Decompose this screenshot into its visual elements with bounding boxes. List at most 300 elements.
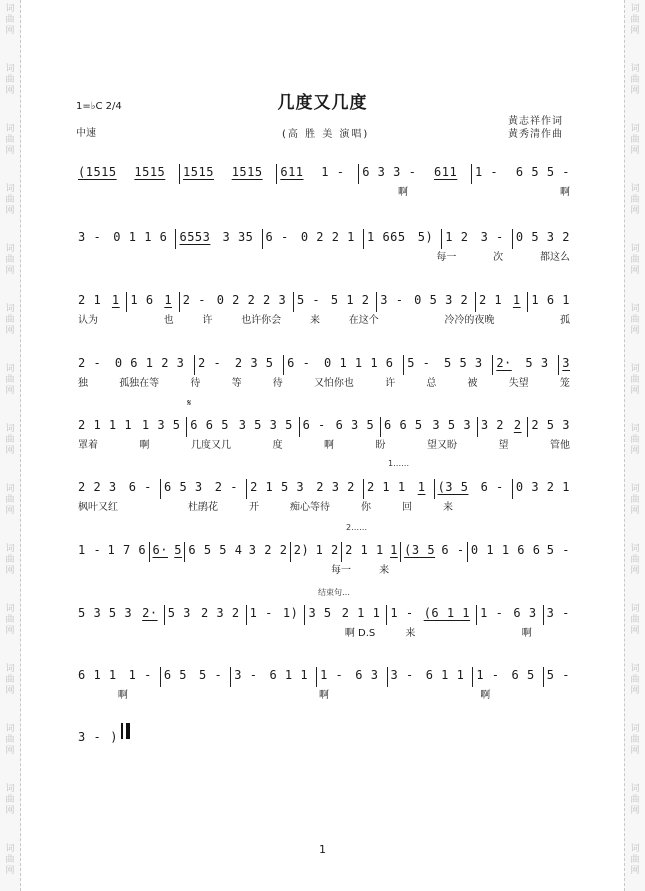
- lyric-syllables: 啊: [139, 440, 150, 451]
- barline: [400, 542, 401, 562]
- watermark-glyph: 网: [630, 206, 640, 216]
- barline: [386, 605, 387, 625]
- lyric-syllables: 开: [249, 502, 259, 513]
- lyric-syllables: [149, 498, 157, 513]
- note-group: 2 3 2: [316, 480, 355, 494]
- lyric-syllables: [562, 561, 570, 576]
- final-barline-thick: [126, 723, 130, 739]
- note-group: 1 -: [78, 543, 102, 557]
- notes-row: [78, 480, 570, 494]
- barline: [512, 229, 513, 249]
- lyrics-row: [78, 311, 570, 326]
- watermark-glyph: 曲: [5, 495, 15, 505]
- tempo-marking: 中速: [76, 128, 96, 139]
- lyric-syllables: 失望: [508, 378, 529, 389]
- barline: [467, 542, 468, 562]
- lyric-syllables: 每一: [330, 565, 351, 576]
- lyric-syllables: 又怕你也: [313, 378, 354, 389]
- lyric-syllables: 每一: [436, 252, 457, 263]
- watermark-glyph: 网: [5, 146, 15, 156]
- barline: [290, 542, 291, 562]
- lyric-syllables: 啊: [324, 440, 334, 451]
- watermark-glyph: 词: [630, 424, 640, 434]
- final-barline-thin: [121, 723, 123, 739]
- watermark-glyph: 网: [630, 26, 640, 36]
- watermark-glyph: 网: [5, 26, 15, 36]
- note-group: 6 3 5: [335, 418, 375, 432]
- barline: [476, 605, 477, 625]
- barline: [471, 164, 472, 184]
- note-group: 6 1 1: [269, 668, 309, 682]
- barline: [299, 417, 300, 437]
- note-group: ): [110, 730, 118, 744]
- watermark-glyphs: [4, 124, 16, 157]
- note-group: 3 -: [480, 230, 504, 244]
- note-group: 5 -: [546, 668, 570, 682]
- barline: [175, 229, 176, 249]
- lyric-syllables: [345, 183, 353, 198]
- watermark-glyph: 曲: [630, 735, 640, 745]
- note-group: 6 5 5 4: [188, 543, 243, 557]
- lyric-syllables: [269, 624, 277, 639]
- barline: [304, 605, 305, 625]
- watermark-glyphs: [629, 124, 641, 157]
- watermark-glyphs: [629, 544, 641, 577]
- note-group: 5 -: [296, 293, 321, 307]
- note-group: 5 5 3: [444, 356, 483, 370]
- watermark-glyphs: [4, 184, 16, 217]
- lyric-syllables: 望: [498, 440, 509, 451]
- note-group: 3 -: [380, 293, 404, 307]
- watermark-glyphs: [629, 4, 641, 37]
- watermark-glyph: 曲: [630, 495, 640, 505]
- barline: [527, 417, 528, 437]
- watermark-glyphs: [4, 604, 16, 637]
- note-group: 5 3: [525, 356, 549, 370]
- barline: [160, 479, 161, 499]
- lyrics-row: [78, 624, 570, 639]
- note-group: 1 3 5: [141, 418, 181, 432]
- note-group: 2 1 5 3: [250, 480, 305, 494]
- lyric-syllables: 杜鹃花: [188, 502, 218, 513]
- lyric-syllables: 几度又几: [191, 440, 231, 451]
- watermark-glyph: 词: [630, 364, 640, 374]
- note-group: 1515: [231, 165, 263, 179]
- lyric-syllables: [123, 248, 131, 263]
- lyric-syllables: [154, 624, 162, 639]
- staff-line-10: [78, 722, 118, 774]
- watermark-glyphs: [629, 184, 641, 217]
- watermark-glyphs: [4, 484, 16, 517]
- lyric-syllables: 被: [467, 378, 478, 389]
- note-group: 3 -: [390, 668, 414, 682]
- watermark-glyph: 词: [5, 304, 15, 314]
- lyrics-row: [78, 561, 570, 576]
- watermark-glyph: 词: [630, 784, 640, 794]
- lyric-syllables: [347, 248, 355, 263]
- watermark-glyph: 曲: [5, 855, 15, 865]
- barline: [316, 667, 317, 687]
- note-group: 1 -: [390, 606, 414, 620]
- staff-line-9: [78, 660, 570, 712]
- lyric-syllables: [401, 686, 409, 701]
- watermark-glyph: 词: [630, 244, 640, 254]
- note-group: 1 665: [367, 230, 406, 244]
- lyric-syllables: [562, 498, 570, 513]
- lyric-syllables: 冷冷的夜晚: [444, 315, 495, 326]
- barline: [558, 355, 559, 375]
- lyric-syllables: [78, 183, 86, 198]
- watermark-glyph: 网: [5, 866, 15, 876]
- note-group: 6 5: [511, 668, 535, 682]
- note-group: 5 3: [167, 606, 191, 620]
- watermark-glyph: 词: [5, 544, 15, 554]
- lyric-syllables: 管他: [550, 440, 570, 451]
- watermark-glyphs: [4, 724, 16, 757]
- note-group: 6 3: [513, 606, 537, 620]
- note-group: 6 -: [302, 418, 326, 432]
- watermark-glyph: 网: [5, 506, 15, 516]
- note-group: 0 3 2 1: [515, 480, 570, 494]
- note-group: 6 6 5: [384, 418, 423, 432]
- note-group: 1 -: [320, 668, 344, 682]
- lyric-syllables: 啊: [117, 690, 128, 701]
- lyric-syllables: 来: [405, 628, 416, 639]
- lyric-syllables: 许: [385, 378, 396, 389]
- note-group: 1): [282, 606, 299, 620]
- note-group: 2 2 3: [78, 480, 117, 494]
- note-group: 1 -: [321, 165, 345, 179]
- note-group: 6 5 5 -: [515, 165, 570, 179]
- lyric-syllables: 盼: [375, 440, 386, 451]
- note-group: 3: [562, 356, 570, 370]
- barline: [475, 292, 476, 312]
- watermark-glyph: 词: [630, 124, 640, 134]
- barline: [376, 292, 377, 312]
- note-group: 1 -: [474, 165, 499, 179]
- watermark-glyph: 词: [5, 244, 15, 254]
- note-group: 6553: [179, 230, 211, 244]
- note-group: 6 -: [128, 480, 152, 494]
- watermark-glyph: 曲: [5, 255, 15, 265]
- notes-row: [78, 730, 118, 744]
- watermark-glyph: 词: [630, 4, 640, 14]
- lyric-syllables: 次: [493, 252, 504, 263]
- note-group: 6 -: [265, 230, 289, 244]
- lyric-syllables: 孤独在等: [119, 378, 160, 389]
- lyric-syllables: 啊 D.S: [344, 628, 376, 639]
- lyric-syllables: [127, 311, 135, 326]
- lyric-syllables: 待: [190, 378, 201, 389]
- note-group: 6 1 1: [78, 668, 117, 682]
- barline: [363, 479, 364, 499]
- lyric-syllables: 望又盼: [427, 440, 457, 451]
- note-group: 2 -: [78, 356, 102, 370]
- watermark-glyph: 网: [630, 446, 640, 456]
- note-group: 6 -: [441, 543, 465, 557]
- note-group: 3 -: [234, 668, 258, 682]
- watermark-glyphs: [629, 724, 641, 757]
- note-group: 5: [174, 543, 183, 557]
- lyric-syllables: 许: [202, 315, 213, 326]
- barline: [230, 667, 231, 687]
- lyrics-row: [78, 686, 570, 701]
- note-group: 5 3 5 3: [78, 606, 133, 620]
- note-group: 1 2: [315, 543, 339, 557]
- watermark-glyph: 词: [5, 844, 15, 854]
- lyric-syllables: [523, 498, 531, 513]
- watermark-glyph: 网: [630, 566, 640, 576]
- note-group: 0 1 1 6 6: [470, 543, 541, 557]
- lyric-syllables: [223, 561, 231, 576]
- watermark-glyph: 曲: [630, 675, 640, 685]
- watermark-glyph: 曲: [630, 855, 640, 865]
- barline: [543, 667, 544, 687]
- lyrics-row: [78, 436, 570, 451]
- notes-row: [78, 606, 570, 620]
- watermark-glyph: 曲: [5, 15, 15, 25]
- lyric-syllables: [257, 248, 265, 263]
- note-group: (3 5: [437, 480, 469, 494]
- note-group: 3 2: [480, 418, 505, 432]
- watermark-glyph: 网: [5, 806, 15, 816]
- watermark-glyph: 词: [5, 364, 15, 374]
- barline: [164, 605, 165, 625]
- watermark-glyph: 词: [630, 184, 640, 194]
- note-group: 2 1 1: [345, 543, 384, 557]
- watermark-glyph: 网: [5, 746, 15, 756]
- lyrics-row: [78, 248, 570, 263]
- note-group: 611: [280, 165, 304, 179]
- note-group: 2 5 3: [531, 418, 570, 432]
- watermark-glyph: 曲: [630, 15, 640, 25]
- watermark-glyphs: [629, 304, 641, 337]
- note-group: 2 1 1: [341, 606, 381, 620]
- lyric-syllables: 笼: [559, 378, 570, 389]
- note-group: 2·: [496, 356, 512, 370]
- watermark-glyph: 网: [5, 386, 15, 396]
- lyric-syllables: [160, 686, 168, 701]
- note-group: 6 1 1: [425, 668, 465, 682]
- note-group: 3 5 3 5: [238, 418, 293, 432]
- lyric-syllables: [185, 183, 193, 198]
- watermark-glyph: 词: [630, 544, 640, 554]
- note-group: 6 -: [287, 356, 311, 370]
- barline: [194, 355, 195, 375]
- watermark-glyph: 曲: [5, 675, 15, 685]
- watermark-glyphs: [629, 604, 641, 637]
- lyric-syllables: [490, 561, 498, 576]
- lyric-syllables: 你: [361, 502, 371, 513]
- lyric-syllables: [302, 248, 310, 263]
- watermark-glyph: 曲: [5, 795, 15, 805]
- note-group: 2·: [142, 606, 158, 620]
- note-group: 5 -: [407, 356, 431, 370]
- lyric-syllables: 痴心等待: [290, 502, 330, 513]
- lyricist-credit: 黄志祥作词: [508, 116, 563, 127]
- note-group: 6 3 3 -: [362, 165, 417, 179]
- note-group: 2 1 1 1: [78, 418, 133, 432]
- watermark-glyph: 曲: [5, 135, 15, 145]
- watermark-glyphs: [629, 784, 641, 817]
- barline: [184, 542, 185, 562]
- watermark-glyph: 词: [630, 304, 640, 314]
- note-group: 1 -: [249, 606, 273, 620]
- lyrics-row: [78, 183, 570, 198]
- note-group: 5): [417, 230, 434, 244]
- note-group: 5 -: [199, 668, 223, 682]
- barline: [246, 479, 247, 499]
- lyric-syllables: [507, 183, 515, 198]
- lyric-syllables: [484, 498, 492, 513]
- note-group: 3 2 2: [248, 543, 288, 557]
- watermark-glyph: 网: [630, 266, 640, 276]
- notes-row: [78, 293, 570, 307]
- lyric-syllables: [212, 248, 220, 263]
- staff-line-2: [78, 222, 570, 274]
- barline: [276, 164, 277, 184]
- notes-row: [78, 543, 570, 557]
- barline: [262, 229, 263, 249]
- lyric-syllables: [484, 624, 492, 639]
- watermark-glyph: 网: [5, 686, 15, 696]
- note-group: 1: [111, 293, 120, 307]
- lyric-syllables: 来: [309, 315, 320, 326]
- barline: [477, 417, 478, 437]
- staff-line-7: [78, 535, 570, 587]
- barline: [186, 417, 187, 437]
- lyric-syllables: 独: [78, 378, 88, 389]
- lyric-syllables: [523, 311, 531, 326]
- watermark-glyphs: [4, 424, 16, 457]
- watermark-glyph: 网: [630, 746, 640, 756]
- watermark-glyph: 词: [630, 844, 640, 854]
- watermark-glyph: 曲: [630, 75, 640, 85]
- notes-row: [78, 230, 570, 244]
- note-group: 2: [513, 418, 522, 432]
- note-group: 0 6 1 2 3: [114, 356, 185, 370]
- note-group: 6 5: [163, 668, 188, 682]
- lyric-syllables: [562, 686, 570, 701]
- watermark-glyphs: [4, 784, 16, 817]
- notes-row: [78, 668, 570, 682]
- note-group: 2 3 5: [234, 356, 274, 370]
- note-group: 0 1 1 6: [113, 230, 168, 244]
- lyrics-row: [78, 374, 570, 389]
- lyric-syllables: 都这么: [539, 252, 570, 263]
- barline: [126, 292, 127, 312]
- note-group: 2 1: [78, 293, 102, 307]
- watermark-glyphs: [4, 664, 16, 697]
- watermark-glyph: 网: [630, 146, 640, 156]
- lyric-syllables: 啊: [480, 690, 491, 701]
- lyric-syllables: [78, 248, 86, 263]
- watermark-glyph: 曲: [5, 615, 15, 625]
- note-group: 0 5 3 2: [414, 293, 469, 307]
- singer-credit: (高 胜 美 演唱): [282, 129, 370, 140]
- lyric-syllables: [78, 686, 86, 701]
- lyric-syllables: [446, 624, 454, 639]
- lyric-syllables: [259, 561, 267, 576]
- barline: [543, 605, 544, 625]
- note-group: 6·: [152, 543, 168, 557]
- lyric-syllables: [192, 624, 200, 639]
- note-group: 6 5 3: [164, 480, 203, 494]
- key-signature: 1=♭C 2/4: [76, 101, 122, 112]
- watermark-glyph: 网: [5, 326, 15, 336]
- note-group: 5 -: [546, 543, 570, 557]
- lyric-syllables: 来: [443, 502, 453, 513]
- note-group: 2 -: [214, 480, 238, 494]
- watermark-glyphs: [629, 664, 641, 697]
- lyric-syllables: [168, 248, 176, 263]
- lyric-syllables: [307, 624, 315, 639]
- barline: [403, 355, 404, 375]
- lyric-syllables: [186, 561, 194, 576]
- watermark-glyph: 曲: [5, 75, 15, 85]
- barline: [341, 542, 342, 562]
- lyric-syllables: [78, 624, 86, 639]
- note-group: 1515: [134, 165, 166, 179]
- lyric-syllables: [78, 561, 86, 576]
- note-group: 1: [390, 543, 398, 557]
- lyric-syllables: [114, 561, 122, 576]
- watermark-glyph: 曲: [630, 555, 640, 565]
- lyric-syllables: [392, 248, 400, 263]
- lyric-syllables: [291, 183, 299, 198]
- barline: [358, 164, 359, 184]
- note-group: 2 -: [198, 356, 222, 370]
- watermark-glyph: 曲: [630, 255, 640, 265]
- barline: [441, 229, 442, 249]
- watermark-glyph: 词: [630, 64, 640, 74]
- watermark-glyph: 网: [630, 386, 640, 396]
- watermark-glyph: 曲: [630, 315, 640, 325]
- lyric-syllables: 啊: [318, 690, 329, 701]
- staff-line-3: [78, 285, 570, 337]
- lyric-syllables: [526, 561, 534, 576]
- note-group: 1 -: [476, 668, 500, 682]
- note-group: 1515: [183, 165, 214, 179]
- volta-2: 2……: [346, 523, 368, 532]
- note-group: 6 3: [355, 668, 379, 682]
- lyric-syllables: [239, 686, 247, 701]
- watermark-glyph: 网: [5, 206, 15, 216]
- staff-line-1: [78, 157, 570, 209]
- watermark-glyph: 词: [5, 4, 15, 14]
- watermark-glyph: 曲: [5, 555, 15, 565]
- lyric-syllables: [295, 561, 303, 576]
- note-group: 3 5: [308, 606, 332, 620]
- lyric-syllables: 来: [379, 565, 390, 576]
- note-group: 3 5 3: [432, 418, 472, 432]
- watermark-glyph: 曲: [630, 195, 640, 205]
- watermark-glyph: 曲: [5, 195, 15, 205]
- watermark-glyph: 词: [5, 664, 15, 674]
- lyric-syllables: [231, 624, 239, 639]
- note-group: 1 6 1: [531, 293, 570, 307]
- note-group: 3 35: [222, 230, 254, 244]
- note-group: 3 -: [78, 230, 102, 244]
- watermark-glyph: 曲: [5, 375, 15, 385]
- barline: [283, 355, 284, 375]
- watermark-glyph: 词: [5, 724, 15, 734]
- watermark-glyph: 网: [630, 506, 640, 516]
- lyric-syllables: 度: [272, 440, 283, 451]
- barline: [527, 292, 528, 312]
- lyric-syllables: 回: [402, 502, 412, 513]
- lyric-syllables: [408, 311, 416, 326]
